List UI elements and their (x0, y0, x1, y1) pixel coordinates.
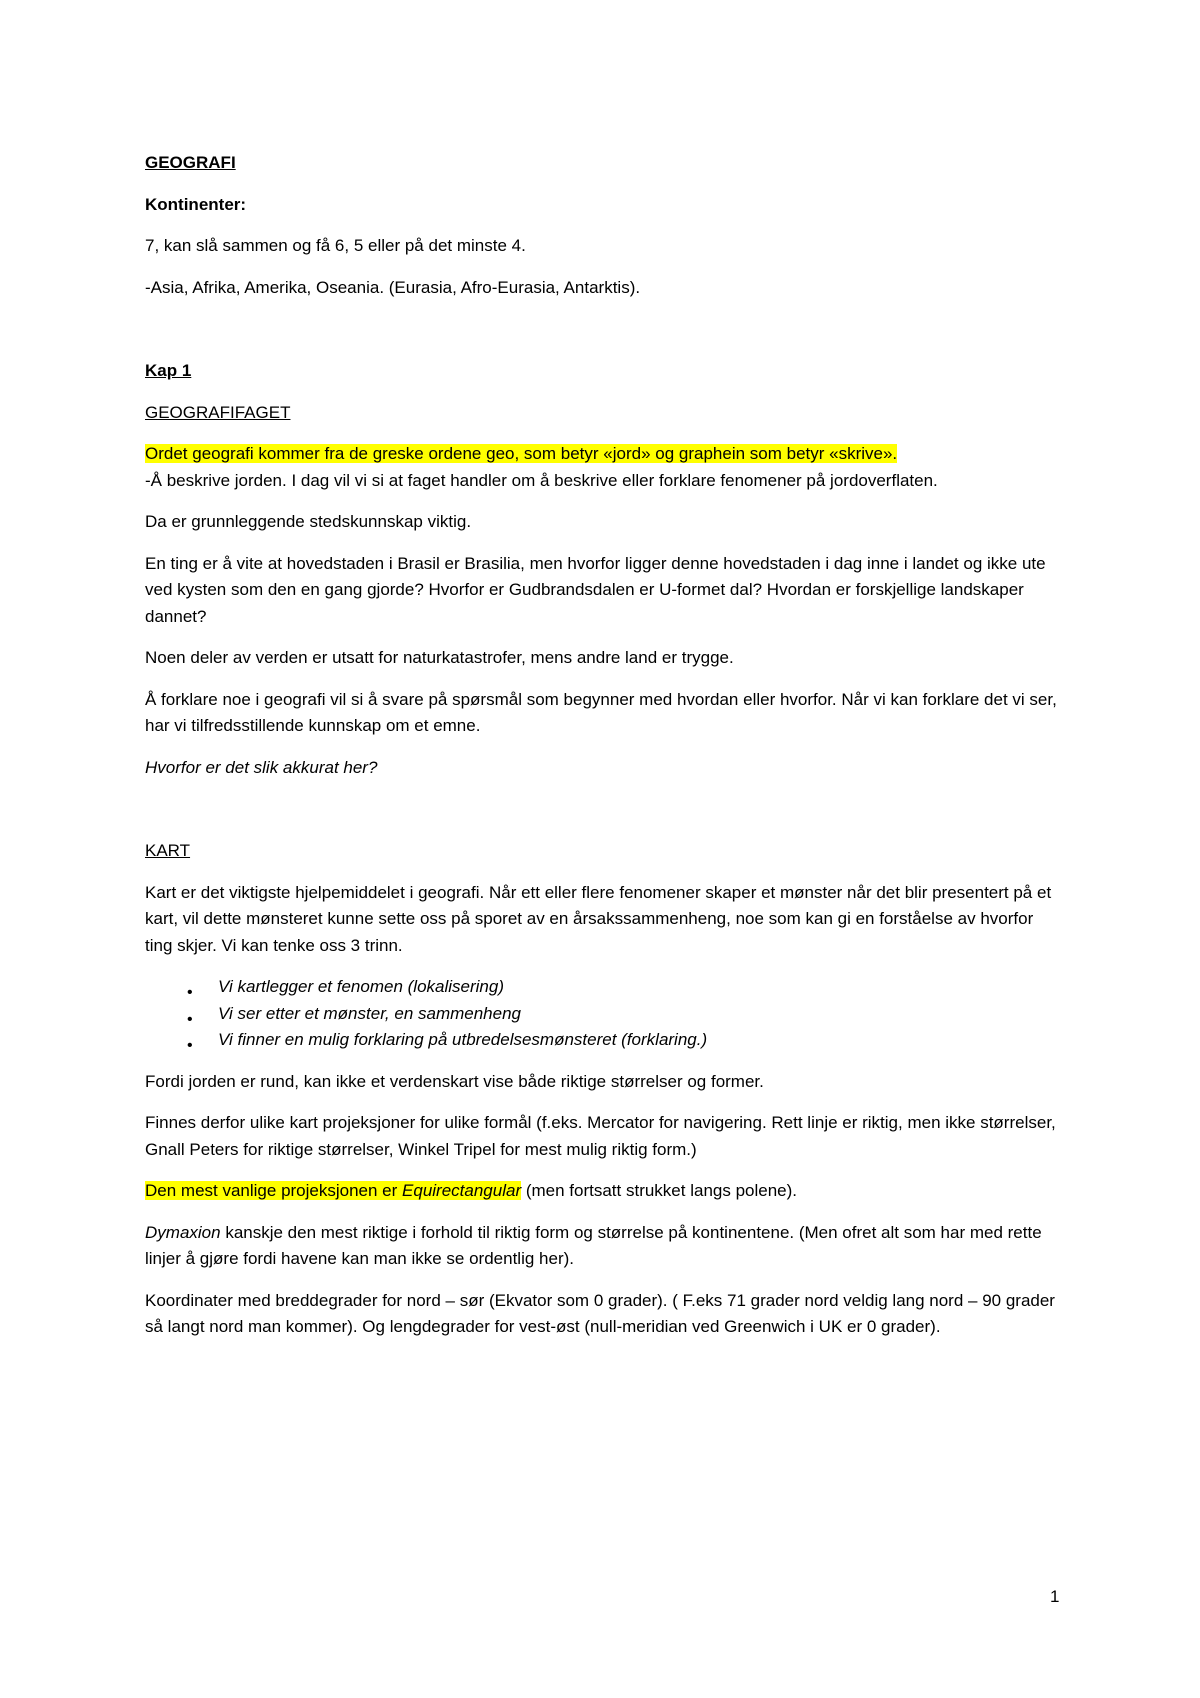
highlighted-text: Ordet geografi kommer fra de greske ordene geo, som betyr «jord» og graphein som betyr «skrive». (145, 444, 898, 463)
bullet-icon: • (187, 1010, 193, 1028)
chapter-heading: Kap 1 (145, 361, 192, 380)
bullet-icon: • (187, 1037, 193, 1054)
bullet-list (145, 974, 1065, 1054)
paragraph: Noen deler av verden er utsatt for naturkatastrofer, mens andre land er trygge. (145, 648, 734, 667)
italic-question: Hvorfor er det slik akkurat her? (145, 757, 378, 777)
document-body (145, 150, 1065, 1356)
list-item: • Vi kartlegger et fenomen (lokalisering) (145, 974, 1065, 1001)
highlighted-text: Den mest vanlige projeksjonen er Equirectangular (145, 1181, 522, 1200)
paragraph: Finnes derfor ulike kart projeksjoner for ulike formål (f.eks. Mercator for navigering. Rett linje er riktig, men ikke størrelser, Gnall Peters for riktige størrelser, Winkel Tripel for mest mulig riktig form.) (145, 1113, 1056, 1159)
page-number: 1 (1050, 1587, 1060, 1606)
document-title: GEOGRAFI (145, 153, 236, 172)
paragraph: Fordi jorden er rund, kan ikke et verdenskart vise både riktige størrelser og former. (145, 1071, 764, 1091)
paragraph-dymaxion: Dymaxion kanskje den mest riktige i forhold til riktig form og størrelse på kontinentene. (Men ofret alt som har med rette linjer å gjøre fordi havene kan man ikke se ordentlig her). (145, 1222, 1042, 1268)
paragraph: Da er grunnleggende stedskunnskap viktig. (145, 512, 472, 531)
continents-line-1: 7, kan slå sammen og få 6, 5 eller på det minste 4. (145, 236, 526, 255)
section-title-kart: KART (145, 841, 191, 860)
list-item: • Vi ser etter et mønster, en sammenheng (145, 1001, 1065, 1028)
paragraph: En ting er å vite at hovedstaden i Brasil er Brasilia, men hvorfor ligger denne hovedstaden i dag inne i landet og ikke ute ved kysten som den en gang gjorde? Hvorfor er Gudbrandsdalen er U-formet dal? Hvordan er forskjellige landskaper dannet? (145, 553, 1046, 626)
paragraph-definition (145, 441, 1065, 494)
continents-line-2: -Asia, Afrika, Amerika, Oseania. (Eurasia, Afro-Eurasia, Antarktis). (145, 277, 641, 297)
paragraph: Koordinater med breddegrader for nord – sør (Ekvator som 0 grader). ( F.eks 71 grader nord veldig lang nord – 90 grader så langt nord man kommer). Og lengdegrader for vest-øst (null-meridian ved Greenwich i UK er 0 grader). (145, 1290, 1055, 1336)
paragraph-projection: Den mest vanlige projeksjonen er Equirectangular (men fortsatt strukket langs polene). (145, 1181, 798, 1200)
bullet-icon: • (187, 984, 193, 1001)
paragraph: Å forklare noe i geografi vil si å svare på spørsmål som begynner med hvordan eller hvorfor. Når vi kan forklare det vi ser, har vi tilfredsstillende kunnskap om et emne. (145, 689, 1057, 735)
paragraph: Kart er det viktigste hjelpemiddelet i geografi. Når ett eller flere fenomener skaper et mønster når det blir presentert på et kart, vil dette mønsteret kunne sette oss på sporet av en årsakssammenheng, noe som kan gi en forståelse av hvorfor ting skjer. Vi kan tenke oss 3 trinn. (145, 882, 1052, 955)
list-item: • Vi finner en mulig forklaring på utbredelsesmønsteret (forklaring.) (145, 1027, 1065, 1054)
continents-heading: Kontinenter: (145, 194, 247, 214)
section-title-geografifaget: GEOGRAFIFAGET (145, 402, 291, 422)
definition-continuation: -Å beskrive jorden. I dag vil vi si at faget handler om å beskrive eller forklare fenomener på jordoverflaten. (145, 470, 938, 490)
